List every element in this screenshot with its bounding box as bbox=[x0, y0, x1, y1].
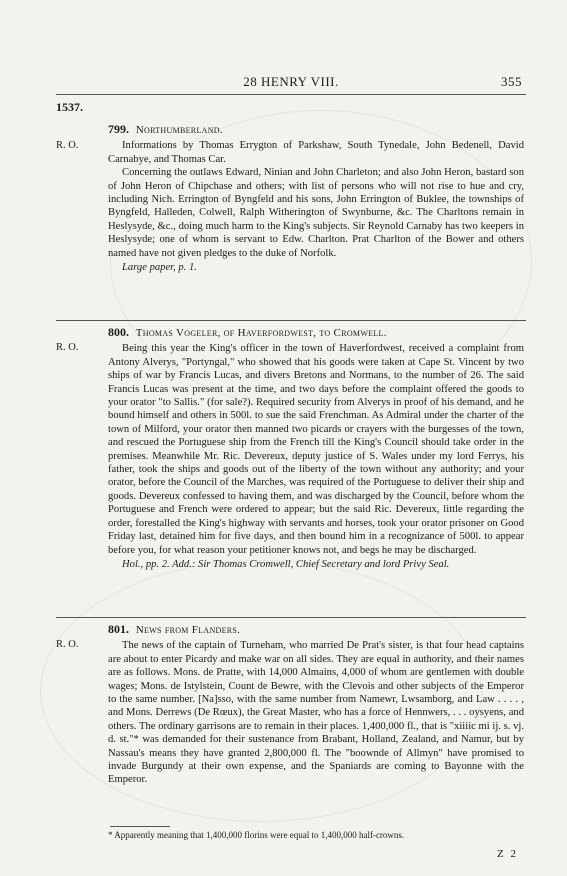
entry-title-799 bbox=[108, 123, 524, 137]
entry-heading: Northumberland. bbox=[135, 124, 223, 136]
entry-heading: Thomas Vogeler, of Haverfordwest, to Cromwell. bbox=[135, 327, 387, 339]
entry-paragraph: The news of the captain of Turneham, who married De Prat's sister, is that four head captains are about to enter Picardy and make war on all sides. They are equal in authority, and their names are as follows. Mons. de Pratte, with 14,000 Almains, 4,000 of whom are gentlemen with double wages; Mons. de Istylstein, Count de Bewre, with the Clevois and other subjects of the Emperor to the same number. [Na]sso, with the same number from Namewr, Lwsamborg, and Law . . . . , and Mons. Derrews (De Rœux), the Great Master, who has a force of Hennwers, . . . oysyens, and others. The ordinary garrisons are to remain in their places. 1,400,000 fl., that is "xiiiic mi ij. s. vj. d. st."* was demanded for their sustenance from Brabant, Holland, Zealand, and Namur, but by Nassau's means they have granted 2,800,000 fl. The "boownde of Allmyn" have promised to invade Burgundy at their own expense, and the Spaniards are coming to Bayonne with the Emperor. bbox=[108, 640, 524, 786]
entry-note-text: Large paper, p. 1. bbox=[122, 262, 197, 274]
entry-note bbox=[108, 261, 524, 274]
entry-801 bbox=[108, 623, 524, 787]
year-marker: 1537. bbox=[56, 100, 83, 114]
entry-799 bbox=[108, 123, 524, 274]
margin-source-800: R. O. bbox=[56, 342, 79, 353]
margin-source-799: R. O. bbox=[56, 140, 79, 151]
entry-note: Hol., pp. 2. Add.: Sir Thomas Cromwell, Chief Secretary and lord Privy Seal. bbox=[122, 558, 450, 570]
entry-800 bbox=[108, 326, 524, 571]
header-rule bbox=[56, 94, 526, 95]
entry-number: 801. bbox=[108, 622, 129, 636]
entry-rule bbox=[56, 320, 526, 321]
margin-source-801: R. O. bbox=[56, 639, 79, 650]
entry-rule bbox=[56, 617, 526, 618]
footnote-rule bbox=[110, 826, 170, 827]
signature-mark: Z 2 bbox=[497, 848, 518, 860]
entry-title-800 bbox=[108, 326, 524, 340]
running-title: 28 HENRY VIII. bbox=[243, 74, 339, 89]
footnote: * Apparently meaning that 1,400,000 florins were equal to 1,400,000 half-crowns. bbox=[108, 830, 405, 840]
entry-paragraph: Informations by Thomas Errygton of Parkshaw, South Tynedale, John Bedenell, David Carnabye, and Thomas Car. bbox=[108, 140, 524, 165]
entry-number: 799. bbox=[108, 122, 129, 136]
entry-paragraph: Concerning the outlaws Edward, Ninian and John Charleton; and also John Heron, bastard son of John Heron of Chipchase and others; with list of persons who will not rise to hue and cry, including Nich. Errington of Byngfeld and his sons, John Errington of Buklee, the townships of Byngfeld, Halleden, Colwell, Ralph Witherington of Swynburne, &c. The Charltons remain in Heslysyde, &c., doing much harm to the King's subjects. Sir Reynold Carnaby has two keepers in Heslysyde; one of whom is servant to Edw. Charlton. Prat Charlton of the Bower and others named have not given pledges to the duke of Norfolk. bbox=[108, 167, 524, 259]
entry-title-801 bbox=[108, 623, 524, 637]
entry-heading: News from Flanders. bbox=[135, 624, 241, 636]
page-number: 355 bbox=[501, 74, 522, 89]
entry-paragraph: Being this year the King's officer in the town of Haverfordwest, received a complaint from Antony Alverys, "Portyngal," who showed that his goods were taken at Cape St. Vincent by two ships of war by Francis Lucas, and divers Bretons and Normans, to the number of 26. The said Francis Lucas was present at the time, and two days before the complaint offered the goods to your orator "to Sallis." (for sale?). Required security from Alverys in proof of his demand, and he bound himself and others in 500l. to sue the said Frenchman. As Admiral under the charter of the town of Milford, your orator then manned two picards or crayers with the burgesses of the town, and rescued the Portuguese ship from the French till the King's Council should take order in the premises. Meanwhile Mr. Ric. Devereux, deputy justice of S. Wales under my lord Ferrys, his father, took the ships and goods out of the liberty of the town without any authority; and your orator, before the Council of the Marches, was required of the Portuguese to deliver their ship and goods. Devereux confessed to having them, and was discharged by the Council, before whom the Portuguese and French were ordered to appear; but the said Ric. Devereux, little regarding the order, forestalled the King's highway with servants and horses, took your orator prisoner on Good Friday last, detained him for five days, and then bound him in a recognizance of 500l. to appear before you, for what reason your petitioner knows not, and begs he may be discharged. bbox=[108, 343, 524, 556]
entry-number: 800. bbox=[108, 325, 129, 339]
